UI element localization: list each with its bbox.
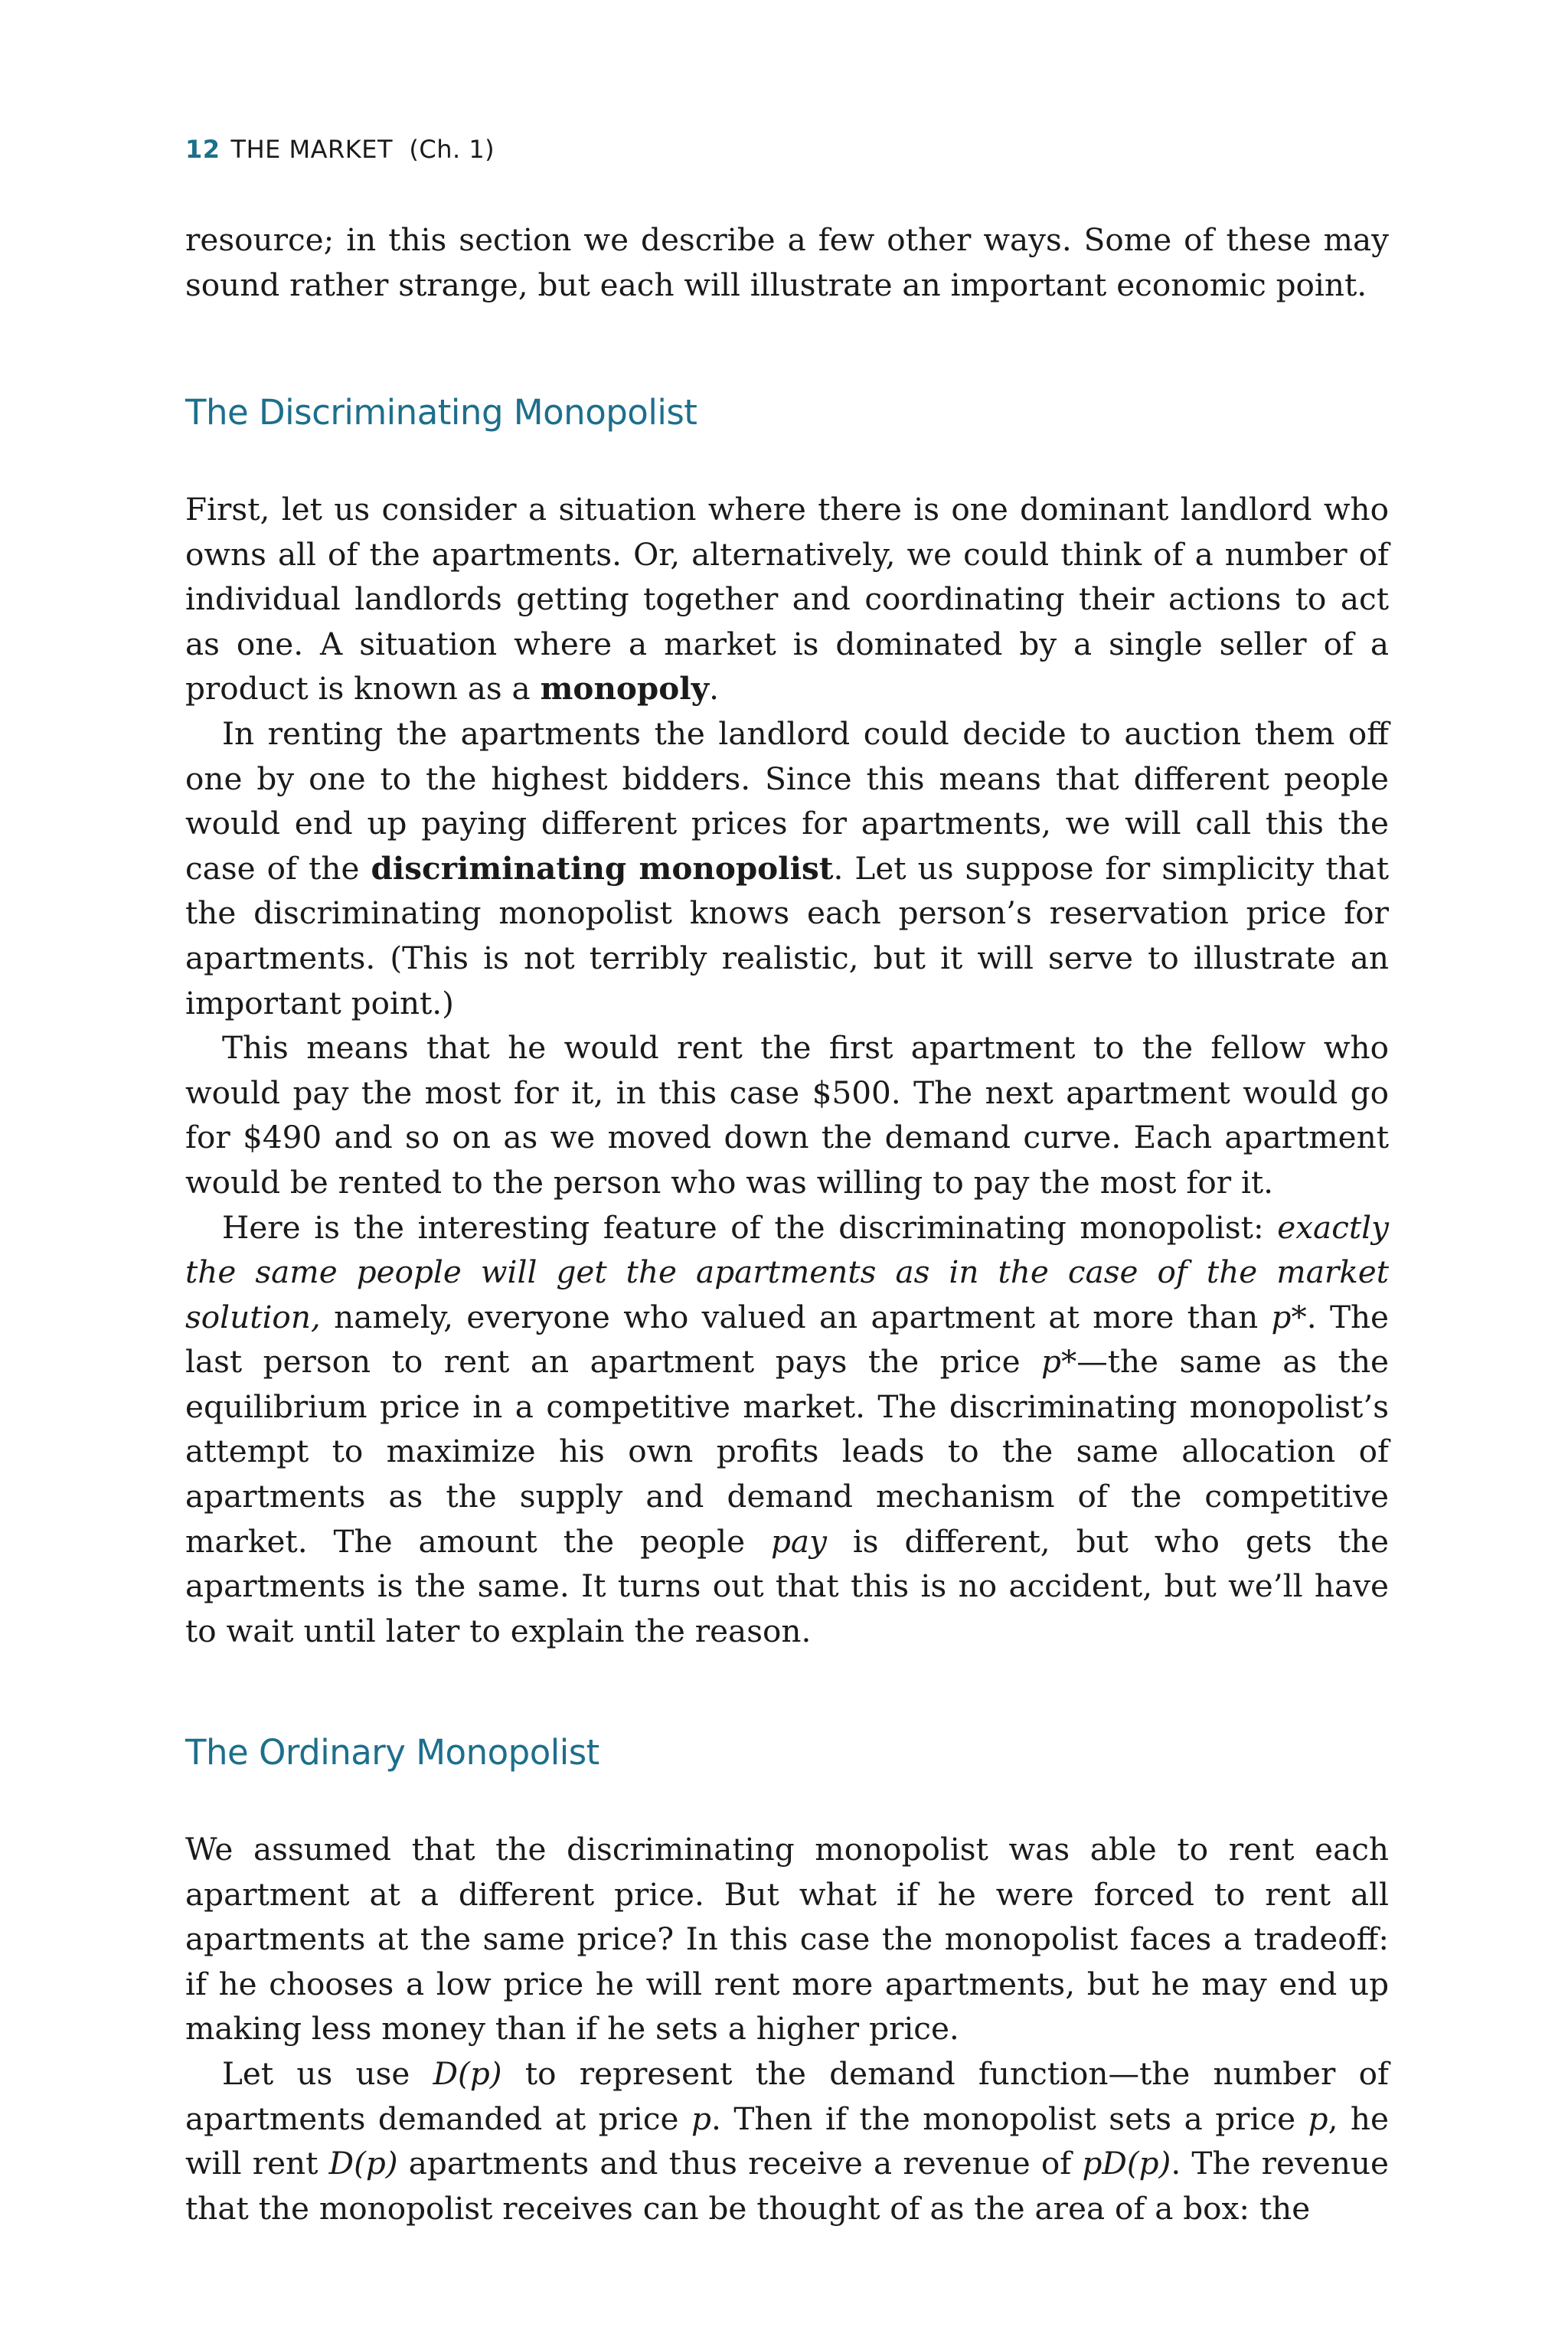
math-demand-function: D(p)	[433, 2054, 502, 2092]
ordinary-section-body	[185, 1827, 1389, 2231]
running-head-chapter: (Ch. 1)	[409, 135, 495, 164]
term-monopoly: monopoly	[540, 670, 710, 708]
intro-paragraph-block	[185, 217, 1389, 307]
intro-paragraph: resource; in this section we describe a few other ways. Some of these may sound rather strange, but each will illustrate an important economic point.	[185, 221, 1389, 303]
discriminating-paragraph-1: First, let us consider a situation where there is one dominant landlord who owns all of the apartments. Or, alternatively, we could think of a number of individual landlords getting together and coordinating their actions to act as one. A situation where a market is dominated by a single seller of a product is known as a monopoly.	[185, 491, 1389, 708]
term-discriminating-monopolist: discriminating monopolist	[371, 849, 834, 887]
math-p-star: p*	[1271, 1298, 1307, 1335]
section-heading-discriminating-monopolist: The Discriminating Monopolist	[185, 392, 697, 433]
running-head-title: THE MARKET	[230, 135, 394, 164]
ordinary-paragraph-1: We assumed that the discriminating monopolist was able to rent each apartment at a different price. But what if he were forced to rent all apartments at the same price? In this case the monopolist faces a tradeoff: if he chooses a low price he will rent more apartments, but he may end up making less money than if he sets a higher price.	[185, 1831, 1389, 2048]
discriminating-paragraph-2: In renting the apartments the landlord could decide to auction them off one by one to the highest bidders. Since this means that different people would end up paying different prices for apartments, we will call this the case of the discriminating monopolist. Let us suppose for simplicity that the discriminating monopolist knows each person’s reservation price for apartments. (This is not terribly realistic, but it will serve to illustrate an important point.)	[185, 714, 1389, 1021]
section-heading-ordinary-monopolist: The Ordinary Monopolist	[185, 1732, 599, 1773]
emphasis-pay: pay	[771, 1522, 827, 1560]
math-p: p	[1308, 2100, 1328, 2137]
discriminating-section-body	[185, 487, 1389, 1653]
math-p: p	[691, 2100, 711, 2137]
math-demand-function: D(p)	[328, 2145, 398, 2182]
discriminating-paragraph-4: Here is the interesting feature of the discriminating monopolist: exactly the same people will get the apartments as in the case of the market solution, namely, everyone who valued an apartment at more than p*. The last person to rent an apartment pays the price p*—the same as the equilibrium price in a competitive market. The discriminating monopolist’s attempt to maximize his own profits leads to the same allocation of apartments as the supply and demand mechanism of the competitive market. The amount the people pay is different, but who gets the apartments is the same. It turns out that this is no accident, but we’ll have to wait until later to explain the reason.	[185, 1208, 1390, 1649]
discriminating-paragraph-3: This means that he would rent the first apartment to the fellow who would pay the most for it, in this case $500. The next apartment would go for $490 and so on as we moved down the demand curve. Each apartment would be rented to the person who was willing to pay the most for it.	[185, 1029, 1389, 1201]
page-number: 12	[185, 135, 220, 164]
math-revenue: pD(p)	[1082, 2145, 1171, 2182]
running-head	[185, 135, 495, 164]
ordinary-paragraph-2: Let us use D(p) to represent the demand function—the number of apartments demanded at price p. Then if the monopolist sets a price p, he will rent D(p) apartments and thus receive a revenue of pD(p). The revenue that the monopolist receives can be thought of as the area of a box: the	[185, 2054, 1389, 2227]
emphasis-same-people: exactly the same people will get the apartments as in the case of the market solution,	[185, 1208, 1389, 1335]
math-p-star: p*	[1041, 1343, 1077, 1381]
